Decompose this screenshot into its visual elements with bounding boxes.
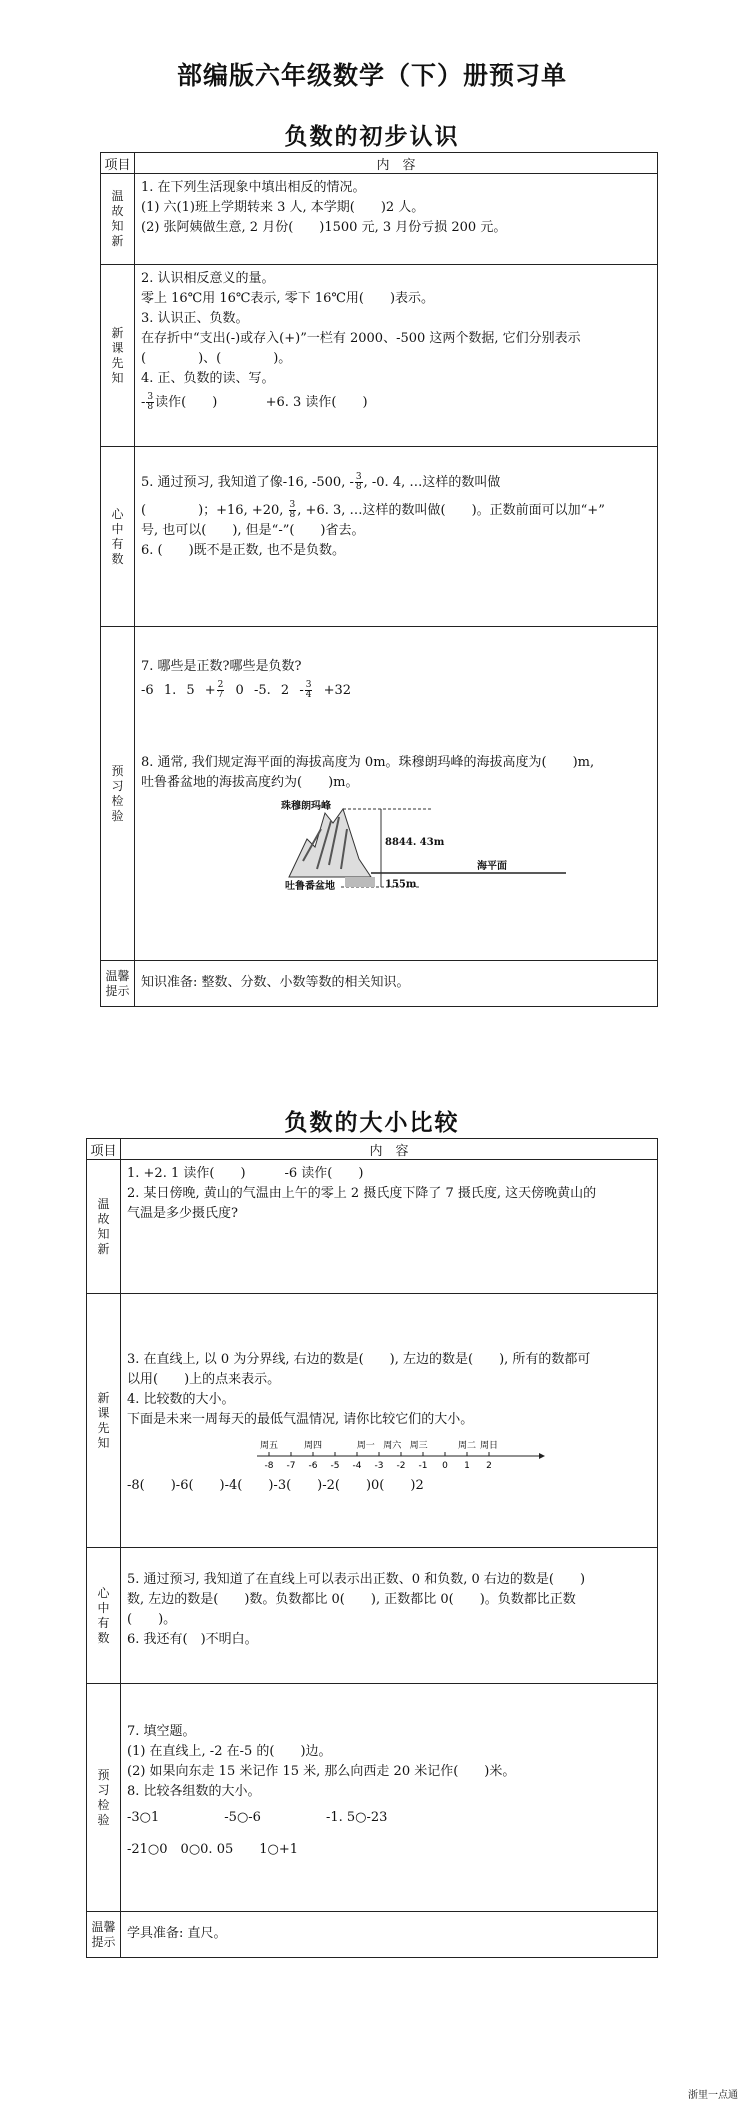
text-line: (1) 六(1)班上学期转来 3 人, 本学期( )2 人。 xyxy=(141,200,425,215)
row-new-lesson xyxy=(121,1294,658,1548)
day-label: 周六 xyxy=(383,1441,402,1451)
text-line: 下面是未来一周每天的最低气温情况, 请你比较它们的大小。 xyxy=(127,1412,474,1427)
text-line: 以用( )上的点来表示。 xyxy=(127,1372,281,1387)
header-content: 内 容 xyxy=(135,153,658,174)
height-label: 8844. 43m xyxy=(385,837,445,848)
text-line: 7. 填空题。 xyxy=(127,1724,196,1739)
text-line: -3○1 -5○-6 -1. 5○-23 xyxy=(127,1810,388,1825)
row-label: 心中有数 xyxy=(101,447,135,627)
text-line: 学具准备: 直尺。 xyxy=(127,1926,227,1941)
tick-label: -8 xyxy=(264,1461,274,1471)
depth-label: 155m xyxy=(385,879,417,890)
text-line: 1. 在下列生活现象中填出相反的情况。 xyxy=(141,180,366,195)
arrow-icon xyxy=(539,1453,545,1459)
row-label: 新课先知 xyxy=(87,1294,121,1548)
fraction: $\frac{3}{8}$ xyxy=(289,500,296,520)
row-label: 心中有数 xyxy=(87,1548,121,1684)
footer-brand: 浙里一点通 xyxy=(688,2090,738,2101)
text-line: (2) 如果向东走 15 米记作 15 米, 那么向西走 20 米记作( )米。 xyxy=(127,1764,516,1779)
row-label: 温故知新 xyxy=(87,1160,121,1294)
fraction: $\frac{3}{8}$ xyxy=(355,472,362,492)
text-line: ( )；+16, +20, $\frac{3}{8}$ , +6. 3, …这样的数叫做( )。正数前面可以加“+” xyxy=(141,500,605,520)
tick-label: 1 xyxy=(464,1461,470,1471)
tick-label: -5 xyxy=(330,1461,340,1471)
number-line xyxy=(247,1432,547,1472)
tick-label: -4 xyxy=(352,1461,362,1471)
day-label: 周二 xyxy=(457,1441,477,1451)
text-line: -21○0 0○0. 05 1○+1 xyxy=(127,1842,299,1857)
text-line: 4. 正、负数的读、写。 xyxy=(141,371,275,386)
tick-label: -1 xyxy=(418,1461,428,1471)
day-label: 周五 xyxy=(259,1441,279,1451)
row-new-lesson xyxy=(135,265,658,447)
tick-label: 0 xyxy=(442,1461,448,1471)
row-label: 温馨提示 xyxy=(101,961,135,1007)
altitude-figure xyxy=(281,799,571,891)
text-line: 6. ( )既不是正数, 也不是负数。 xyxy=(141,543,345,558)
text-line: 零上 16℃用 16℃表示, 零下 16℃用( )表示。 xyxy=(141,291,435,306)
tick-label: -2 xyxy=(396,1461,406,1471)
day-label: 周一 xyxy=(356,1441,375,1451)
row-review xyxy=(135,174,658,265)
text-line: 2. 某日傍晚, 黄山的气温由上午的零上 2 摄氏度下降了 7 摄氏度, 这天傍晚黄山的 xyxy=(127,1186,597,1201)
tick-label: -3 xyxy=(374,1461,384,1471)
row-tip xyxy=(121,1912,658,1958)
text-line: 8. 通常, 我们规定海平面的海拔高度为 0m。珠穆朗玛峰的海拔高度为( )m, xyxy=(141,755,595,770)
text-line: 号, 也可以( ), 但是“-”( )省去。 xyxy=(141,523,365,538)
text-line: 8. 比较各组数的大小。 xyxy=(127,1784,261,1799)
row-label: 新课先知 xyxy=(101,265,135,447)
text-line: 2. 认识相反意义的量。 xyxy=(141,271,275,286)
text-line: 在存折中“支出(-)或存入(+)”一栏有 2000、-500 这两个数据, 它们分别表示 xyxy=(141,331,581,346)
text-line: 3. 认识正、负数。 xyxy=(141,311,249,326)
text-line: 知识准备: 整数、分数、小数等数的相关知识。 xyxy=(141,975,410,990)
text-line: 3. 在直线上, 以 0 为分界线, 右边的数是( ), 左边的数是( ), 所有的数都可 xyxy=(127,1352,591,1367)
row-practice xyxy=(121,1684,658,1912)
text-line: -8( )-6( )-4( )-3( )-2( )0( )2 xyxy=(127,1478,424,1493)
text-line: 6. 我还有( )不明白。 xyxy=(127,1632,258,1647)
text-line: 气温是多少摄氏度? xyxy=(127,1206,238,1221)
peak-label: 珠穆朗玛峰 xyxy=(281,801,331,812)
read-write-line: - $\frac{3}{8}$ 读作( ) +6. 3 读作( ) xyxy=(141,392,368,412)
day-label: 周日 xyxy=(479,1441,499,1451)
row-self-check xyxy=(135,447,658,627)
text-line: 1. +2. 1 读作( ) -6 读作( ) xyxy=(127,1166,364,1181)
sheet-1-title: 负数的初步认识 xyxy=(284,123,460,150)
text-line: 4. 比较数的大小。 xyxy=(127,1392,235,1407)
sheet-1-table xyxy=(100,152,658,1007)
day-label: 周三 xyxy=(409,1441,428,1451)
text-line: 数, 左边的数是( )数。负数都比 0( ), 正数都比 0( )。负数都比正数 xyxy=(127,1592,576,1607)
sheet-2-title: 负数的大小比较 xyxy=(284,1109,460,1136)
header-project: 项目 xyxy=(101,153,135,174)
fraction: $\frac{3}{8}$ xyxy=(147,392,154,412)
tick-label: -6 xyxy=(308,1461,318,1471)
tick-label: 2 xyxy=(486,1461,492,1471)
row-practice xyxy=(135,627,658,961)
number-list: -6 1. 5 + $\frac{2}{7}$ 0 -5. 2 - $\frac{3}{4}$ +32 xyxy=(141,680,352,700)
document-title: 部编版六年级数学（下）册预习单 xyxy=(176,61,567,90)
text-line: 吐鲁番盆地的海拔高度约为( )m。 xyxy=(141,775,359,790)
text-line: (2) 张阿姨做生意, 2 月份( )1500 元, 3 月份亏损 200 元。 xyxy=(141,220,507,235)
header-content: 内 容 xyxy=(121,1139,658,1160)
sheet-2-table xyxy=(86,1138,658,1958)
row-self-check xyxy=(121,1548,658,1684)
text-line: 5. 通过预习, 我知道了在直线上可以表示出正数、0 和负数, 0 右边的数是( ) xyxy=(127,1572,586,1587)
basin-label: 吐鲁番盆地 xyxy=(285,881,335,892)
row-tip xyxy=(135,961,658,1007)
row-label: 温故知新 xyxy=(101,174,135,265)
tick-label: -7 xyxy=(286,1461,296,1471)
text-line: ( )。 xyxy=(127,1612,177,1627)
row-label: 预习检验 xyxy=(101,627,135,961)
row-label: 预习检验 xyxy=(87,1684,121,1912)
row-review xyxy=(121,1160,658,1294)
header-project: 项目 xyxy=(87,1139,121,1160)
text-line: 7. 哪些是正数?哪些是负数? xyxy=(141,659,302,674)
day-label: 周四 xyxy=(303,1441,323,1451)
number-line-axis xyxy=(247,1432,547,1472)
sea-level-label: 海平面 xyxy=(477,861,507,872)
text-line: ( )、( )。 xyxy=(141,351,292,366)
row-label: 温馨提示 xyxy=(87,1912,121,1958)
text-line: (1) 在直线上, -2 在-5 的( )边。 xyxy=(127,1744,332,1759)
text-line: 5. 通过预习, 我知道了像-16, -500, - $\frac{3}{8}$ , -0. 4, …这样的数叫做 xyxy=(141,472,501,492)
